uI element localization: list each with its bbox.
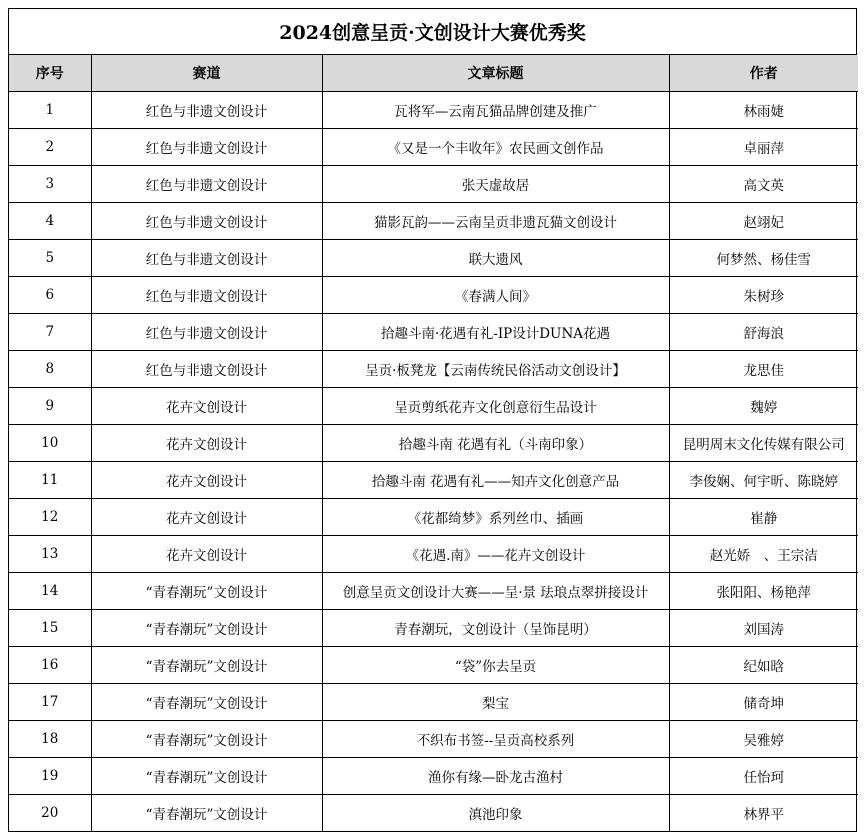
cell-no: 11 (9, 462, 91, 499)
cell-author: 舒海浪 (669, 314, 858, 351)
table-row (9, 721, 858, 758)
table-row (9, 425, 858, 462)
cell-track: 花卉文创设计 (91, 499, 322, 536)
cell-work: 张天虚故居 (322, 166, 669, 203)
cell-no: 19 (9, 758, 91, 795)
header-no: 序号 (9, 55, 91, 92)
cell-author: 崔静 (669, 499, 858, 536)
table-row (9, 684, 858, 721)
cell-track: “青春潮玩”文创设计 (91, 573, 322, 610)
cell-author: 何梦然、杨佳雪 (669, 240, 858, 277)
table-row (9, 536, 858, 573)
cell-track: “青春潮玩”文创设计 (91, 684, 322, 721)
award-table-container (8, 8, 857, 832)
cell-no: 16 (9, 647, 91, 684)
cell-author: 魏婷 (669, 388, 858, 425)
cell-no: 5 (9, 240, 91, 277)
cell-author: 龙思佳 (669, 351, 858, 388)
cell-track: 红色与非遗文创设计 (91, 314, 322, 351)
cell-work: 梨宝 (322, 684, 669, 721)
cell-track: 红色与非遗文创设计 (91, 166, 322, 203)
table-row (9, 462, 858, 499)
table-row (9, 499, 858, 536)
cell-work: 呈贡·板凳龙【云南传统民俗活动文创设计】 (322, 351, 669, 388)
table-row (9, 129, 858, 166)
cell-author: 赵光娇 、王宗洁 (669, 536, 858, 573)
cell-author: 赵翊妃 (669, 203, 858, 240)
table-row (9, 573, 858, 610)
table-row (9, 314, 858, 351)
header-track: 赛道 (91, 55, 322, 92)
cell-no: 2 (9, 129, 91, 166)
cell-author: 任怡珂 (669, 758, 858, 795)
cell-track: “青春潮玩”文创设计 (91, 647, 322, 684)
cell-no: 18 (9, 721, 91, 758)
table-row (9, 166, 858, 203)
cell-track: 红色与非遗文创设计 (91, 129, 322, 166)
table-row (9, 203, 858, 240)
cell-no: 9 (9, 388, 91, 425)
cell-work: 不织布书签--呈贡高校系列 (322, 721, 669, 758)
cell-author: 朱树珍 (669, 277, 858, 314)
cell-no: 7 (9, 314, 91, 351)
cell-author: 林界平 (669, 795, 858, 832)
cell-no: 1 (9, 92, 91, 129)
cell-work: 联大遗风 (322, 240, 669, 277)
cell-author: 储奇坤 (669, 684, 858, 721)
table-row (9, 277, 858, 314)
cell-work: 猫影瓦韵——云南呈贡非遗瓦猫文创设计 (322, 203, 669, 240)
cell-work: 呈贡剪纸花卉文化创意衍生品设计 (322, 388, 669, 425)
header-author: 作者 (669, 55, 858, 92)
cell-track: 红色与非遗文创设计 (91, 240, 322, 277)
table-body (9, 92, 858, 832)
cell-track: 花卉文创设计 (91, 425, 322, 462)
cell-no: 20 (9, 795, 91, 832)
cell-work: 拾趣斗南 花遇有礼（斗南印象） (322, 425, 669, 462)
cell-author: 高文英 (669, 166, 858, 203)
cell-author: 吴雅婷 (669, 721, 858, 758)
table-row (9, 758, 858, 795)
table-row (9, 795, 858, 832)
cell-no: 12 (9, 499, 91, 536)
cell-author: 林雨婕 (669, 92, 858, 129)
cell-no: 13 (9, 536, 91, 573)
cell-work: 渔你有缘—卧龙古渔村 (322, 758, 669, 795)
cell-no: 8 (9, 351, 91, 388)
cell-author: 卓丽萍 (669, 129, 858, 166)
cell-work: 《花遇.南》——花卉文创设计 (322, 536, 669, 573)
cell-work: 拾趣斗南 花遇有礼——知卉文化创意产品 (322, 462, 669, 499)
table-row (9, 240, 858, 277)
table-row (9, 388, 858, 425)
cell-work: 创意呈贡文创设计大赛——呈·景 珐琅点翠拼接设计 (322, 573, 669, 610)
cell-no: 15 (9, 610, 91, 647)
cell-no: 14 (9, 573, 91, 610)
header-row (9, 55, 858, 92)
cell-no: 6 (9, 277, 91, 314)
cell-track: 花卉文创设计 (91, 462, 322, 499)
cell-track: 花卉文创设计 (91, 388, 322, 425)
table-row (9, 351, 858, 388)
table-row (9, 610, 858, 647)
cell-work: 《又是一个丰收年》农民画文创作品 (322, 129, 669, 166)
cell-track: “青春潮玩”文创设计 (91, 610, 322, 647)
header-work: 文章标题 (322, 55, 669, 92)
cell-track: 红色与非遗文创设计 (91, 203, 322, 240)
cell-work: 瓦将军—云南瓦猫品牌创建及推广 (322, 92, 669, 129)
cell-work: 《春满人间》 (322, 277, 669, 314)
cell-author: 张阳阳、杨艳萍 (669, 573, 858, 610)
cell-track: “青春潮玩”文创设计 (91, 758, 322, 795)
cell-no: 3 (9, 166, 91, 203)
cell-no: 10 (9, 425, 91, 462)
cell-no: 17 (9, 684, 91, 721)
cell-author: 纪如晗 (669, 647, 858, 684)
cell-work: 拾趣斗南·花遇有礼-IP设计DUNA花遇 (322, 314, 669, 351)
table-row (9, 647, 858, 684)
table-title: 2024创意呈贡·文创设计大赛优秀奖 (9, 9, 856, 55)
cell-track: 花卉文创设计 (91, 536, 322, 573)
cell-track: 红色与非遗文创设计 (91, 351, 322, 388)
cell-work: 《花都绮梦》系列丝巾、插画 (322, 499, 669, 536)
cell-track: “青春潮玩”文创设计 (91, 721, 322, 758)
cell-work: 青春潮玩，文创设计（呈饰昆明） (322, 610, 669, 647)
cell-work: “袋”你去呈贡 (322, 647, 669, 684)
cell-track: 红色与非遗文创设计 (91, 92, 322, 129)
cell-work: 滇池印象 (322, 795, 669, 832)
cell-track: 红色与非遗文创设计 (91, 277, 322, 314)
awards-table (9, 55, 858, 831)
cell-author: 昆明周末文化传媒有限公司 (669, 425, 858, 462)
cell-author: 李俊娴、何宇昕、陈晓婷 (669, 462, 858, 499)
table-row (9, 92, 858, 129)
cell-author: 刘国涛 (669, 610, 858, 647)
cell-track: “青春潮玩”文创设计 (91, 795, 322, 832)
cell-no: 4 (9, 203, 91, 240)
